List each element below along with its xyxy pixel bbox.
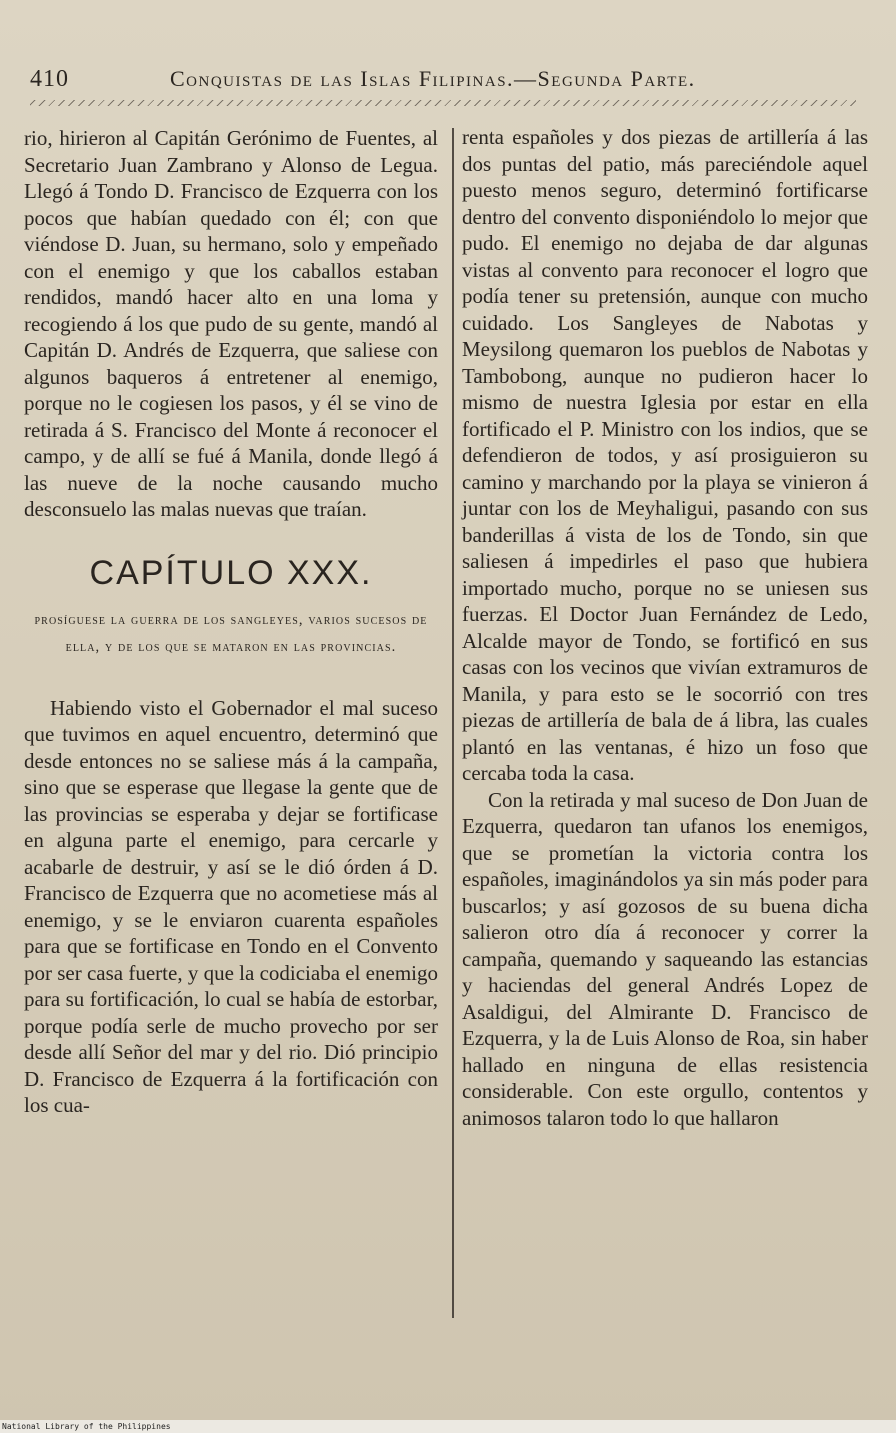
footer-credit: National Library of the Philippines bbox=[2, 1422, 171, 1431]
running-title: Conquistas de las Islas Filipinas.—Segunda Parte. bbox=[170, 66, 696, 91]
page-header bbox=[30, 62, 860, 94]
header-ornamental-rule bbox=[30, 100, 856, 106]
right-paragraph-1: renta españoles y dos piezas de artillería á las dos puntas del patio, más pareciéndole aquel puesto menos seguro, determinó fortificarse dentro del convento disponiéndolo lo mejor que pudo. El enemigo no dejaba de dar algunas vistas al convento para reconocer el logro que podía tener su pretensión, aunque con mucho cuidado. Los Sangleyes de Nabotas y Meysilong quemaron los pueblos de Nabotas y Tambobong, aunque no pudieron hacer lo mismo de nuestra Iglesia por estar en ella fortificado el P. Ministro con los indios, que se defendieron de todos, y así prosiguieron su camino y marchando por la playa se vinieron á juntar con los de Meyhaligui, pasando con sus banderillas á vista de los de Tondo, sin que saliesen á impedirles el paso que hubiera importado mucho, porque no se uniesen sus fuerzas. El Doctor Juan Fernández de Ledo, Alcalde mayor de Tondo, se fortificó en sus casas con los vecinos que vivían extramuros de Manila, y para esto se le socorrió con tres piezas de artillería de bala de á libra, las cuales plantó en las ventanas, é hizo un foso que cercaba toda la casa. bbox=[462, 125, 868, 785]
right-column bbox=[462, 124, 868, 1131]
left-paragraph-2: Habiendo visto el Gobernador el mal suceso que tuvimos en aquel encuentro, determinó que desde entonces no se saliese más á la campaña, sino que se esperase que llegase la gente que de las provincias se esperaba y dejar se fortificase en alguna parte el enemigo, para cercarle y acabarle de destruir, y así se le dió órden á D. Francisco de Ezquerra que no acometiese más al enemigo, y se le enviaron cuarenta españoles para que se fortificase en Tondo en el Convento por ser casa fuerte, y que la codiciaba el enemigo para su fortificación, lo cual se había de estorbar, porque podía serle de mucho provecho por ser desde allí Señor del mar y del rio. Dió principio D. Francisco de Ezquerra á la fortificación con los cua- bbox=[24, 695, 438, 1117]
right-paragraph-2: Con la retirada y mal suceso de Don Juan de Ezquerra, quedaron tan ufanos los enemigos, que se prometían la victoria contra los españoles, imaginándolos ya sin más poder para buscarlos; y así gozosos de su buena dicha salieron otro día á reconocer y correr la campaña, quemando y saqueando las estancias y haciendas del general Andrés Lopez de Asaldigui, del Almirante D. Francisco de Ezquerra, y la de Luis Alonso de Roa, sin haber hallado en ninguna de ellas resistencia considerable. Con este orgullo, contentos y animosos talaron todo lo que hallaron bbox=[462, 787, 868, 1130]
left-paragraph-1: rio, hirieron al Capitán Gerónimo de Fuentes, al Secretario Juan Zambrano y Alonso de Legua. Llegó á Tondo D. Francisco de Ezquerra con los pocos que habían quedado con él; con que viéndose D. Juan, su hermano, solo y empeñado con el enemigo y que los caballos estaban rendidos, mandó hacer alto en una loma y recogiendo á los que pudo de su gente, mandó al Capitán D. Andrés de Ezquerra, que saliese con algunos baqueros á entretener al enemigo, porque no le cogiesen los pasos, y él se vino de retirada á S. Francisco del Monte á reconocer el campo, y de allí se fué á Manila, donde llegó á las nueve de la noche causando mucho desconsuelo las malas nuevas que traían. bbox=[24, 126, 438, 521]
page-number: 410 bbox=[30, 66, 69, 92]
column-divider bbox=[452, 128, 454, 1318]
chapter-summary: prosíguese la guerra de los sangleyes, varios sucesos de ella, y de los que se mataron en las provincias. bbox=[34, 611, 428, 655]
chapter-title: CAPÍTULO XXX. bbox=[89, 553, 373, 592]
left-column bbox=[24, 125, 438, 1119]
